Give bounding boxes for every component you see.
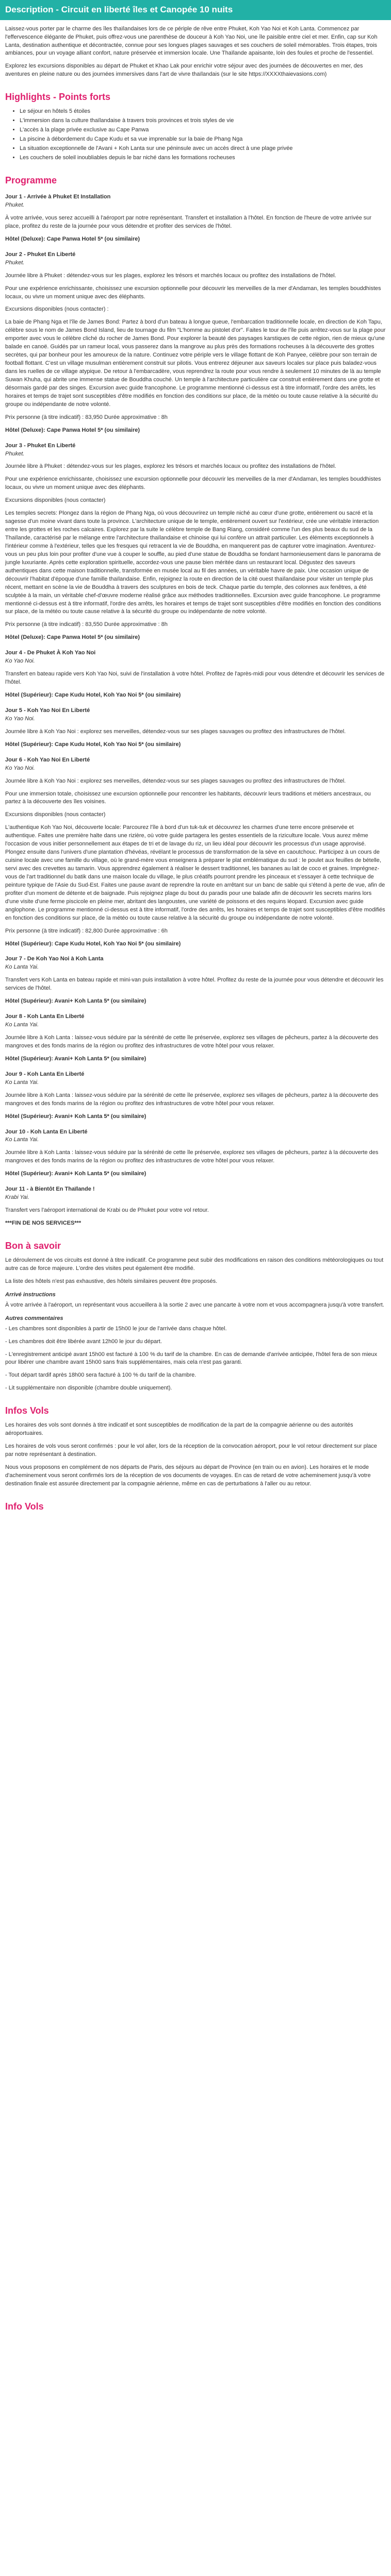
day-title: Jour 11 - à Bientôt En Thaïlande ! bbox=[5, 1186, 95, 1193]
day-place: Ko Lanta Yai. bbox=[5, 1079, 39, 1086]
highlight-item: • La situation exceptionnelle de l'Avani + Koh Lanta sur une péninsule avec un accès direct à une plage privée bbox=[20, 145, 386, 153]
day-place: Ko Yao Noi. bbox=[5, 658, 35, 665]
day-hotel: ***FIN DE NOS SERVICES*** bbox=[5, 1220, 82, 1227]
day-hotel: Hôtel (Supérieur): Cape Kudu Hotel, Koh Yao Noi 5* (ou similaire) bbox=[5, 741, 181, 748]
day-hotel: Hôtel (Supérieur): Cape Kudu Hotel, Koh Yao Noi 5* (ou similaire) bbox=[5, 940, 181, 947]
day-block bbox=[5, 1128, 386, 1179]
day-hotel: Hôtel (Deluxe): Cape Panwa Hotel 5* (ou similaire) bbox=[5, 634, 140, 641]
day-hotel: Hôtel (Supérieur): Avani+ Koh Lanta 5* (ou similaire) bbox=[5, 1171, 146, 1177]
day-hotel: Hôtel (Supérieur): Avani+ Koh Lanta 5* (ou similaire) bbox=[5, 998, 146, 1005]
day-place: Phuket. bbox=[5, 202, 25, 209]
highlights-title: Highlights - Points forts bbox=[5, 92, 110, 103]
arrival-text: À votre arrivée à l'aéroport, un représentant vous accueillera à la sortie 2 avec une pancarte à votre nom et vous accompagnera jusqu'à votre transfert. bbox=[5, 1301, 384, 1308]
info-paragraph: La liste des hôtels n'est pas exhaustive, des hôtels similaires peuvent être proposés. bbox=[5, 1278, 218, 1284]
day-block bbox=[5, 193, 386, 244]
day-paragraph: Journée libre à Phuket : détendez-vous sur les plages, explorez les trésors et marchés locaux ou profitez des installations de l'hôtel. bbox=[5, 272, 336, 279]
day-title: Jour 2 - Phuket En Liberté bbox=[5, 251, 76, 258]
program-title: Programme bbox=[5, 175, 57, 185]
day-paragraph: Journée libre à Koh Lanta : laissez-vous séduire par la sérénité de cette île préservée, explorez ses villages de pêcheurs, partez à la découverte des mangroves et des fonds marins de la région ou profitez des infrastructures de votre hôtel pour vous relaxer. bbox=[5, 1092, 379, 1107]
page-title: Description - Circuit en liberté îles et Canopée 10 nuits bbox=[0, 0, 391, 20]
day-paragraph: Prix personne (à titre indicatif) : 83,950 Durée approximative : 8h bbox=[5, 414, 168, 420]
bon-a-savoir-title: Bon à savoir bbox=[5, 1240, 61, 1251]
intro-paragraph: Explorez les excursions disponibles au départ de Phuket et Khao Lak pour enrichir votre séjour avec des journées de découvertes en mer, des aventures en pleine nature ou des journées immersives dans l'art de vivre thaïlandais (sur le site https://XXXXthaievasions.com) bbox=[5, 63, 363, 78]
day-title: Jour 10 - Koh Lanta En Liberté bbox=[5, 1128, 88, 1135]
day-block bbox=[5, 955, 386, 1006]
highlight-item: • Les couchers de soleil inoubliables depuis le bar niché dans les formations rocheuses bbox=[20, 154, 386, 162]
vols-paragraph: Les horaires de vols vous seront confirmés : pour le vol aller, lors de la réception de la convocation aéroport, pour le vol retour directement sur place par notre représentant à destination. bbox=[5, 1443, 377, 1458]
day-place: Ko Lanta Yai. bbox=[5, 964, 39, 971]
other-heading: Autres commentaires bbox=[5, 1315, 63, 1321]
other-item: - L'enregistrement anticipé avant 15h00 est facturé à 100 % du tarif de la chambre. En cas de demande d'arrivée anticipée, l'hôtel fera de son mieux pour libérer une chambre avant 15h00 sans frais supplémentaires, mais cela n'est pas garanti. bbox=[5, 1351, 378, 1366]
day-hotel: Hôtel (Deluxe): Cape Panwa Hotel 5* (ou similaire) bbox=[5, 235, 140, 242]
day-paragraph: Excursions disponibles (nous contacter) bbox=[5, 811, 106, 818]
arrival-heading: Arrivé instructions bbox=[5, 1291, 56, 1298]
day-title: Jour 4 - De Phuket À Koh Yao Noi bbox=[5, 650, 96, 656]
day-paragraph: Transfert vers l'aéroport international de Krabi ou de Phuket pour votre vol retour. bbox=[5, 1207, 209, 1214]
day-title: Jour 3 - Phuket En Liberté bbox=[5, 442, 76, 449]
day-place: Ko Lanta Yai. bbox=[5, 1137, 39, 1143]
day-place: Phuket. bbox=[5, 450, 25, 457]
day-hotel: Hôtel (Supérieur): Avani+ Koh Lanta 5* (ou similaire) bbox=[5, 1055, 146, 1062]
day-block bbox=[5, 442, 386, 642]
day-paragraph: Les temples secrets: Plongez dans la région de Phang Nga, où vous découvrirez un temple niché au cœur d'une grotte, entièrement ou sacré et la sagesse d'un moine vivant dans toute la province. L'architecture unique de le temple, entièrement ouvert sur l'extérieur, crée une véritable interaction entre les grottes et les roches calcaires. Explorez par la suite le célèbre temple de Bang Riang, considéré comme l'un des plus beaux du sud de la Thaïlande, caractérisé par le mélange entre l'architecture thaïlandaise et chinoise qui lui confère un attrait particulier. Les éléments exceptionnels à l'intérieur comme à l'extérieur, telles que les fresques qui retracent la vie de Bouddha, en manquerent pas de capturer votre imagination. Aventurez-vous un peu plus loin pour profiter d'une vue à couper le souffle, au pied d'une statue de Bouddha se fondant harmonieusement dans le panorama de jungle luxuriante. Après cette exploration spirituelle, accordez-vous une pause bien méritée dans un restaurant local. Dégustez des saveurs authentiques dans cette maison traditionnelle, transformée en musée local au fil des années, un véritable havre de paix. Une occasion unique de découvrir l'habitat d'époque d'une famille thaïlandaise. Enfin, rejoignez la route en direction de la cité ouest thaïlandaise pour visiter un temple plus récent, mettant en scène la vie de Bouddha à travers des sculptures en bois de teck. Chaque partie du temple, des colonnes aux fenêtres, a été sculptée à la main, un véritable chef-d'œuvre moderne réalisé grâce aux méthodes traditionnelles. Excursion avec guide francophone. Le programme mentionné ci-dessus est à titre informatif, l'ordre des arrêts, les horaires et temps de trajet sont susceptibles d'être modifiés en fonction des conditions sur place, de la météo ou toute cause relative à la sécurité du groupe ou indépendante de notre volonté. bbox=[5, 510, 381, 615]
day-place: Ko Yao Noi. bbox=[5, 765, 35, 771]
intro-section bbox=[5, 25, 386, 79]
day-block bbox=[5, 649, 386, 700]
highlight-item: • Le séjour en hôtels 5 étoiles bbox=[20, 108, 386, 116]
infos-vols-2-title: Info Vols bbox=[5, 1501, 44, 1512]
day-paragraph: La baie de Phang Nga et l'île de James Bond: Partez à bord d'un bateau à longue queue, l'embarcation traditionnelle locale, en direction de Koh Tapu, célèbre sous le nom de James Bond Island, lieu de tournage du film "L'homme au pistolet d'or". Faites le tour de l'île puis arrêtez-vous sur la plage pour emporter avec vous le célèbre cliché du rocher de James Bond. Pour explorer la beauté des paysages karstiques de cette région, rien de mieux qu'une balade en canoë. Guidés par un rameur local, vous passerez dans la mangrove au plus près des formations rocheuses à la découverte des grottes secrètes, qui par bonheur pour les amoureux de la nature. Continuez votre périple vers le village flottant de Koh Panyee, célèbre pour son terrain de football flottant. C'est un village musulman entièrement construit sur pilotis. Vous entrerez déjeuner aux saveurs locales sur place puis baladez-vous dans les ruelles de ce village atypique. De retour à l'embarcadère, vous reprendrez la route pour vous rendre à seulement 10 minutes de là au temple Suwan Khuha, qui abrite une immense statue de Bouddha couché. Un temple à l'architecture particulière car construit entièrement dans une grotte et désormais gardé par des singes. Excursion avec guide francophone. Le programme mentionné ci-dessus est à titre informatif, l'ordre des arrêts, les horaires et temps de trajet sont susceptibles d'être modifiés en fonction des conditions sur place, de la météo ou toute cause relative à la sécurité du groupe ou indépendante de notre volonté. bbox=[5, 319, 386, 408]
infos-vols-title: Infos Vols bbox=[5, 1405, 49, 1416]
day-paragraph: Prix personne (à titre indicatif) : 82,800 Durée approximative : 6h bbox=[5, 927, 168, 934]
day-paragraph: Pour une expérience enrichissante, choisissez une excursion optionnelle pour découvrir les merveilles de la mer d'Andaman, les temples bouddhistes locaux, ou vivre un moment unique avec des éléphants. bbox=[5, 285, 381, 300]
day-hotel: Hôtel (Supérieur): Cape Kudu Hotel, Koh Yao Noi 5* (ou similaire) bbox=[5, 692, 181, 699]
day-title: Jour 1 - Arrivée à Phuket Et Installation bbox=[5, 194, 111, 200]
day-title: Jour 8 - Koh Lanta En Liberté bbox=[5, 1013, 85, 1020]
vols-paragraph: Nous vous proposons en complément de nos départs de Paris, des séjours au départ de Province (en train ou en avion). Les horaires et le mode d'acheminement vous seront confirmés lors de la réception de vos documents de voyages. En cas de retard de votre acheminement jusqu'à votre destination finale est assurée directement par la compagnie aérienne, même en cas de perturbations à l'aller ou au retour. bbox=[5, 1464, 371, 1487]
intro-paragraph: Laissez-vous porter par le charme des îles thaïlandaises lors de ce périple de rêve entre Phuket, Koh Yao Noi et Koh Lanta. Commencez par l'effervescence élégante de Phuket, puis offrez-vous une parenthèse de douceur à Koh Yao Noi, une île paisible entre ciel et mer. Enfin, cap sur Koh Lanta, destination authentique et décontractée, connue pour ses longues plages sauvages et ses couchers de soleil mémorables. Trois étapes, trois ambiances, pour un voyage alliant confort, nature préservée et immersion locale. Une Thaïlande apaisante, loin des foules et proche de l'essentiel. bbox=[5, 25, 378, 57]
day-paragraph: Transfert vers Koh Lanta en bateau rapide et mini-van puis installation à votre hôtel. Profitez du reste de la journée pour vous détendre et découvrir les services de l'hôtel. bbox=[5, 977, 384, 992]
other-item: - Tout départ tardif après 18h00 sera facturé à 100 % du tarif de la chambre. bbox=[5, 1372, 197, 1379]
day-paragraph: Pour une immersion totale, choisissez une excursion optionnelle pour rencontrer les habitants, découvrir leurs traditions et métiers ancestraux, ou partez à la découverte des îles voisines. bbox=[5, 790, 371, 805]
day-title: Jour 5 - Koh Yao Noi En Liberté bbox=[5, 707, 90, 714]
day-paragraph: Pour une expérience enrichissante, choisissez une excursion optionnelle pour découvrir les merveilles de la mer d'Andaman, les temples bouddhistes locaux, ou vivre un moment unique avec des éléphants. bbox=[5, 476, 381, 491]
day-place: Krabi Yai. bbox=[5, 1194, 29, 1201]
day-block bbox=[5, 756, 386, 948]
day-paragraph: À votre arrivée, vous serez accueilli à l'aéroport par notre représentant. Transfert et installation à l'hôtel. En fonction de l'heure de votre arrivée sur place, profitez du reste de la journée pour vous détendre et profiter des services de l'hôtel. bbox=[5, 214, 372, 229]
day-hotel: Hôtel (Deluxe): Cape Panwa Hotel 5* (ou similaire) bbox=[5, 427, 140, 433]
day-block bbox=[5, 1013, 386, 1063]
other-item: - Les chambres sont disponibles à partir de 15h00 le jour de l'arrivée dans chaque hôtel. bbox=[5, 1325, 227, 1332]
day-title: Jour 6 - Koh Yao Noi En Liberté bbox=[5, 756, 90, 763]
day-block bbox=[5, 1185, 386, 1228]
highlight-item: • L'immersion dans la culture thaïlandaise à travers trois provinces et trois styles de vie bbox=[20, 117, 386, 125]
day-block bbox=[5, 251, 386, 435]
highlight-item: • La piscine à débordement du Cape Kudu et sa vue imprenable sur la baie de Phang Nga bbox=[20, 135, 386, 144]
day-title: Jour 9 - Koh Lanta En Liberté bbox=[5, 1071, 85, 1077]
day-paragraph: Excursions disponibles (nous contacter) : bbox=[5, 306, 109, 313]
day-paragraph: Prix personne (à titre indicatif) : 83,550 Durée approximative : 8h bbox=[5, 621, 168, 628]
day-paragraph: Journée libre à Koh Yao Noi : explorez ses merveilles, détendez-vous sur ses plages sauvages ou profitez des infrastructures de l'hôtel. bbox=[5, 728, 346, 735]
highlight-item: • L'accès à la plage privée exclusive au Cape Panwa bbox=[20, 126, 386, 134]
info-paragraph: Le déroulement de vos circuits est donné à titre indicatif. Ce programme peut subir des modifications en raison des conditions météorologiques ou tout autre cas de force majeure. L'ordre des visites peut également être modifié. bbox=[5, 1257, 384, 1272]
day-paragraph: Journée libre à Koh Lanta : laissez-vous séduire par la sérénité de cette île préservée, explorez ses villages de pêcheurs, partez à la découverte des mangroves et des fonds marins de la région ou profitez des infrastructures de votre hôtel pour vous relaxer. bbox=[5, 1035, 379, 1049]
vols-paragraph: Les horaires des vols sont donnés à titre indicatif et sont susceptibles de modification de la part de la compagnie aérienne ou des autorités aéroportuaires. bbox=[5, 1422, 353, 1437]
day-paragraph: Journée libre à Phuket : détendez-vous sur les plages, explorez les trésors et marchés locaux ou profitez des installations de l'hôtel. bbox=[5, 463, 336, 470]
content bbox=[0, 25, 391, 1522]
day-hotel: Hôtel (Supérieur): Avani+ Koh Lanta 5* (ou similaire) bbox=[5, 1113, 146, 1120]
other-item: - Lit supplémentaire non disponible (chambre double uniquement). bbox=[5, 1385, 172, 1392]
day-place: Phuket. bbox=[5, 259, 25, 266]
highlights-list bbox=[5, 108, 386, 162]
day-paragraph: Journée libre à Koh Yao Noi : explorez ses merveilles, détendez-vous sur ses plages sauvages ou profitez des infrastructures de l'hôtel. bbox=[5, 777, 346, 784]
day-place: Ko Lanta Yai. bbox=[5, 1022, 39, 1028]
day-paragraph: L'authentique Koh Yao Noi, découverte locale: Parcourez l'île à bord d'un tuk-tuk et découvrez les charmes d'une terre encore préservée et authentique. Faites une première halte dans une rizière, où votre guide partagera les gestes essentiels de la riziculture locale. Vous aurez même l'occasion de vous initier personnellement aux étapes de tri et de lavage du riz, un lieu idéal pour découvrir les processus d'un usage approvisé. Plongez ensuite dans l'univers d'une plantation d'hévéas, révélant le processus de transformation de la sève en caoutchouc. Participez à un cours de cuisine locale avec une famille du village, où le grand-mère vous enseignera à préparer le plat emblématique du sud : le poulet aux feuilles de bételle, servi avec des crevettes au tamarin. Vous apprendrez également à réaliser le dessert traditionnel, les bananes au lait de coco et graines. Imprégnez-vous de l'art traditionnel du batik dans une maison locale du village, le plus créatifs pourront prendre les pinceaux et s'essayer à cette technique de peinture typique de l'Asie du Sud-Est. Faites une pause avant de reprendre la route en arrêtant sur un banc de sable qui s'étend à perte de vue, afin de profiter d'un moment de détente et de baignade. Puis rejoignez plage du bout du paradis pour une balade afin de découvrir les secrets marins lors d'une visite d'une ferme piscicole en pleine mer, abritant des langoustes, une variété de poissons et des requins léopard. Excursion avec guide anglophone. Le programme mentionné ci-dessus est à titre informatif, l'ordre des arrêts, les horaires et temps de trajet sont susceptibles d'être modifiés en fonction des conditions sur place, de la météo ou toute cause relative à la sécurité du groupe ou indépendante de notre volonté. bbox=[5, 824, 385, 921]
program-days bbox=[5, 193, 386, 1228]
day-block bbox=[5, 707, 386, 749]
other-item: - Les chambres doit être libérée avant 12h00 le jour du départ. bbox=[5, 1338, 162, 1345]
day-paragraph: Transfert en bateau rapide vers Koh Yao Noi, suivi de l'installation à votre hôtel. Profitez de l'après-midi pour vous détendre et découvrir les services de l'hôtel. bbox=[5, 671, 385, 686]
day-paragraph: Excursions disponibles (nous contacter) bbox=[5, 497, 106, 504]
bon-a-savoir-section bbox=[5, 1257, 386, 1393]
day-block bbox=[5, 1071, 386, 1121]
day-place: Ko Yao Noi. bbox=[5, 715, 35, 722]
day-title: Jour 7 - De Koh Yao Noi à Koh Lanta bbox=[5, 956, 104, 962]
infos-vols-section bbox=[5, 1421, 386, 1488]
day-paragraph: Journée libre à Koh Lanta : laissez-vous séduire par la sérénité de cette île préservée, explorez ses villages de pêcheurs, partez à la découverte des mangroves et des fonds marins de la région ou profitez des infrastructures de votre hôtel pour vous relaxer. bbox=[5, 1149, 379, 1164]
